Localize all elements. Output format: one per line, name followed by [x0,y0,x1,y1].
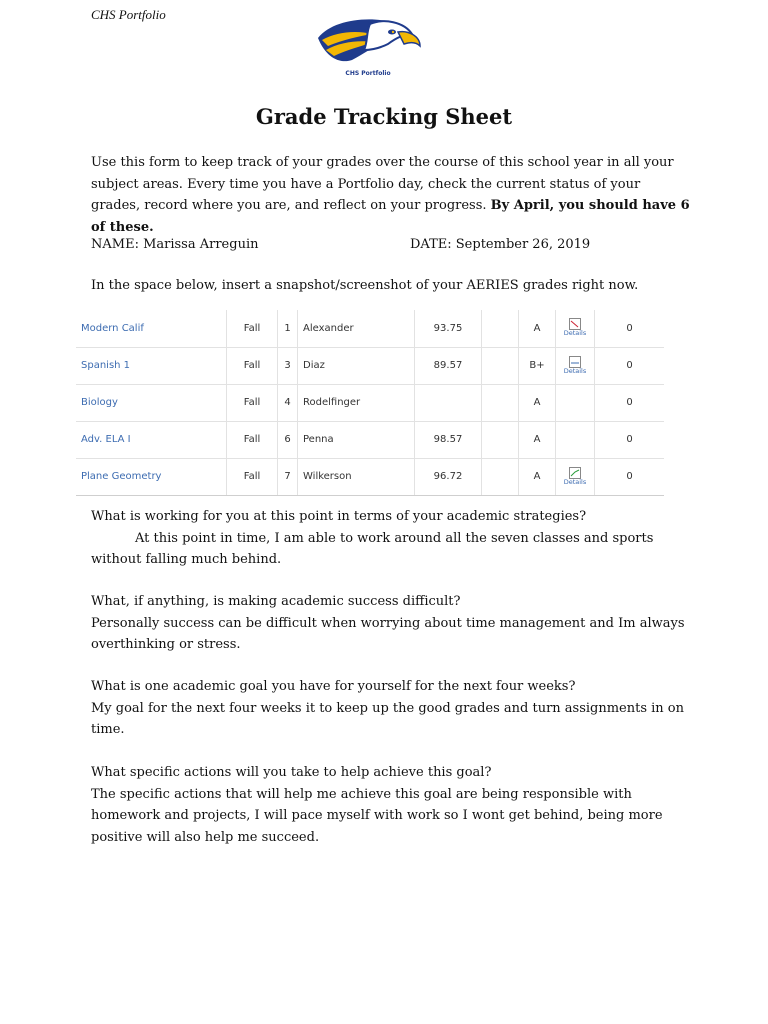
reflection-answer: My goal for the next four weeks it to keep up the good grades and turn assignments in on time. [91,700,685,737]
period: 7 [278,458,298,495]
details-cell[interactable] [556,310,595,347]
reflection-block [91,506,691,571]
details-link[interactable] [564,467,587,486]
teacher: Penna [298,421,415,458]
reflection-answer: At this point in time, I am able to work around all the seven classes and sports without falling much behind. [91,530,654,567]
tardies: 0 [595,347,665,384]
blank-cell [482,310,519,347]
grade-row [76,458,664,495]
details-label: Details [563,366,587,375]
page-header: CHS Portfolio [91,7,166,22]
form-date: DATE: September 26, 2019 [410,237,591,252]
details-link[interactable] [564,318,587,337]
course-name[interactable]: Adv. ELA I [76,421,227,458]
term: Fall [227,458,278,495]
reflection-block [91,762,691,848]
reflection-question: What, if anything, is making academic success difficult? [91,594,461,609]
blank-cell [482,384,519,421]
details-cell[interactable] [556,347,595,384]
reflection-question: What is one academic goal you have for yourself for the next four weeks? [91,679,576,694]
tardies: 0 [595,421,665,458]
mark: A [519,421,556,458]
grade-row [76,421,664,458]
intro-paragraph [91,152,691,238]
blank-cell [482,421,519,458]
grades-table [76,310,664,496]
details-label: Details [563,329,587,338]
period: 3 [278,347,298,384]
mark: A [519,458,556,495]
details-cell [556,421,595,458]
reflection-answer: The specific actions that will help me achieve this goal are being responsible with homework and projects, I will pace myself with work so I wont get behind, being more positive will also help me succeed. [91,786,663,845]
period: 4 [278,384,298,421]
grade-row [76,347,664,384]
blank-cell [482,347,519,384]
mark: A [519,384,556,421]
percent [415,384,482,421]
grade-row [76,384,664,421]
term: Fall [227,384,278,421]
course-name[interactable]: Biology [76,384,227,421]
details-link[interactable] [564,356,587,375]
student-name: NAME: Marissa Arreguin [91,237,259,252]
percent: 93.75 [415,310,482,347]
mark: A [519,310,556,347]
reflection-block [91,676,691,741]
page-title: Grade Tracking Sheet [255,104,513,129]
details-cell [556,384,595,421]
teacher: Wilkerson [298,458,415,495]
intro-bold: By April, you should have 6 of these. [91,198,690,235]
teacher: Rodelfinger [298,384,415,421]
reflection-question: What is working for you at this point in terms of your academic strategies? [91,509,587,524]
reflection-block [91,591,691,656]
blank-cell [482,458,519,495]
term: Fall [227,421,278,458]
term: Fall [227,347,278,384]
tardies: 0 [595,458,665,495]
teacher: Diaz [298,347,415,384]
mark: B+ [519,347,556,384]
eagle-logo [312,10,424,82]
details-label: Details [563,477,587,486]
term: Fall [227,310,278,347]
details-cell[interactable] [556,458,595,495]
logo-caption: CHS Portfolio [345,70,391,77]
course-name[interactable]: Spanish 1 [76,347,227,384]
reflection-answer: Personally success can be difficult when worrying about time management and Im always overthinking or stress. [91,615,685,652]
percent: 96.72 [415,458,482,495]
course-name[interactable]: Plane Geometry [76,458,227,495]
grade-row [76,310,664,347]
course-name[interactable]: Modern Calif [76,310,227,347]
percent: 89.57 [415,347,482,384]
period: 6 [278,421,298,458]
reflection-question: What specific actions will you take to help achieve this goal? [91,765,492,780]
tardies: 0 [595,310,665,347]
tardies: 0 [595,384,665,421]
percent: 98.57 [415,421,482,458]
intro-text: Use this form to keep track of your grades over the course of this school year in all your subject areas. Every time you have a Portfolio day, check the current status of your grades, record where you are, and reflect on your progress. [91,155,674,213]
period: 1 [278,310,298,347]
teacher: Alexander [298,310,415,347]
snapshot-instruction: In the space below, insert a snapshot/screenshot of your AERIES grades right now. [91,278,639,293]
